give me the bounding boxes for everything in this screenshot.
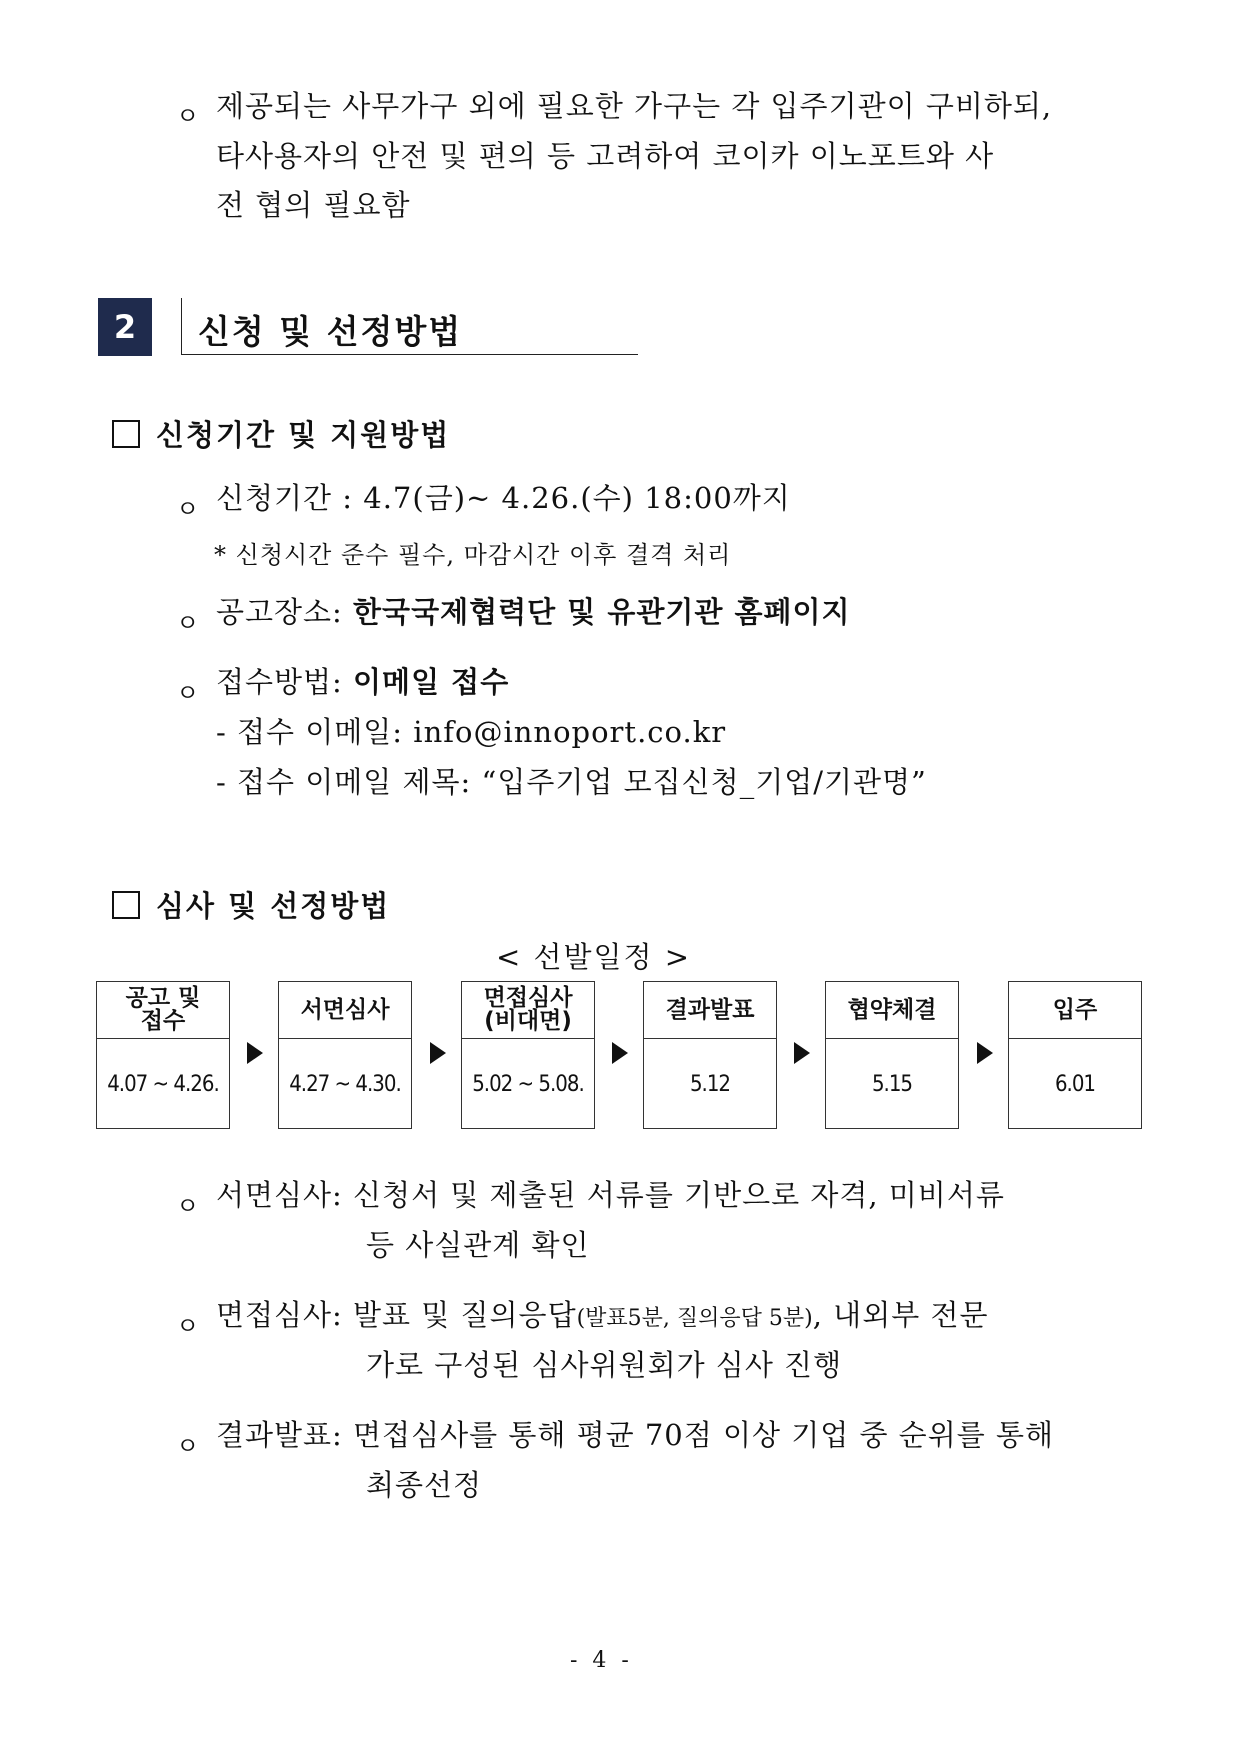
doc-review-line-1: 서면심사: 신청서 및 제출된 서류를 기반으로 자격, 미비서류 (216, 1178, 1005, 1212)
schedule-step-date: 5.02 ~ 5.08. (472, 1072, 584, 1097)
apply-heading (112, 413, 450, 454)
schedule-title: < 선발일정 > (496, 940, 692, 974)
notice-value: 한국국제협력단 및 유관기관 홈페이지 (353, 595, 851, 629)
schedule-step-3 (461, 981, 595, 1129)
intro-line-1: 제공되는 사무가구 외에 필요한 가구는 각 입주기관이 구비하되, (216, 89, 1053, 123)
apply-period: 신청기간 : 4.7(금)~ 4.26.(수) 18:00까지 (216, 481, 791, 515)
interview-rest: , 내외부 전문 (812, 1298, 989, 1332)
checkbox-square-icon (112, 891, 140, 919)
schedule-step-2 (278, 981, 412, 1129)
review-heading (112, 884, 390, 925)
intro-line-2: 타사용자의 안전 및 편의 등 고려하여 코이카 이노포트와 사 (216, 139, 995, 173)
bullet-marker: ㅇ (176, 1432, 200, 1460)
section-title-frame (181, 298, 638, 355)
apply-period-note: * 신청시간 준수 필수, 마감시간 이후 결격 처리 (214, 541, 732, 569)
email-subject-line: - 접수 이메일 제목: “입주기업 모집신청_기업/기관명” (216, 765, 927, 799)
result-line-2: 최종선정 (366, 1468, 483, 1502)
interview-detail: (발표5분, 질의응답 5분) (576, 1306, 813, 1331)
notice-line (216, 595, 851, 629)
method-label: 접수방법: (216, 665, 354, 699)
bullet-marker: ㅇ (176, 1192, 200, 1220)
schedule-step-title: 결과발표 (644, 982, 776, 1039)
schedule-step-date: 5.12 (689, 1072, 731, 1097)
interview-line-1 (216, 1298, 989, 1332)
bullet-marker: ㅇ (176, 1312, 200, 1340)
triangle-right-icon (977, 1042, 993, 1064)
doc-review-line-2: 등 사실관계 확인 (366, 1228, 590, 1262)
schedule-step-title: 협약체결 (826, 982, 958, 1039)
schedule-step-4 (643, 981, 777, 1129)
schedule-step-1 (96, 981, 230, 1129)
triangle-right-icon (247, 1042, 263, 1064)
schedule-step-title: 공고 및 접수 (97, 982, 229, 1039)
schedule-step-date: 5.15 (871, 1072, 913, 1097)
bullet-marker: ㅇ (176, 679, 200, 707)
triangle-right-icon (612, 1042, 628, 1064)
schedule-step-5 (825, 981, 959, 1129)
schedule-step-6 (1008, 981, 1142, 1129)
schedule-step-date: 6.01 (1054, 1072, 1096, 1097)
intro-line-3: 전 협의 필요함 (216, 188, 411, 222)
review-heading-text: 심사 및 선정방법 (156, 889, 391, 923)
schedule-step-date: 4.27 ~ 4.30. (289, 1072, 401, 1097)
bullet-marker: ㅇ (176, 495, 200, 523)
interview-label: 면접심사: 발표 및 질의응답 (216, 1298, 577, 1332)
email-line: - 접수 이메일: info@innoport.co.kr (216, 715, 727, 749)
schedule-step-date: 4.07 ~ 4.26. (107, 1072, 219, 1097)
triangle-right-icon (794, 1042, 810, 1064)
section-title: 신청 및 선정방법 (198, 312, 463, 351)
bullet-marker: ㅇ (176, 102, 200, 130)
result-line-1: 결과발표: 면접심사를 통해 평균 70점 이상 기업 중 순위를 통해 (216, 1418, 1054, 1452)
schedule-step-title: 서면심사 (279, 982, 411, 1039)
bullet-marker: ㅇ (176, 609, 200, 637)
triangle-right-icon (430, 1042, 446, 1064)
notice-label: 공고장소: (216, 595, 354, 629)
schedule-step-title: 입주 (1009, 982, 1141, 1039)
method-line (216, 665, 510, 699)
section-number: 2 (98, 298, 152, 356)
interview-line-2: 가로 구성된 심사위원회가 심사 진행 (366, 1348, 843, 1382)
page-number: - 4 - (570, 1648, 633, 1673)
apply-heading-text: 신청기간 및 지원방법 (156, 418, 451, 452)
schedule-step-title: 면접심사 (비대면) (462, 982, 594, 1039)
checkbox-square-icon (112, 420, 140, 448)
method-value: 이메일 접수 (353, 665, 510, 699)
